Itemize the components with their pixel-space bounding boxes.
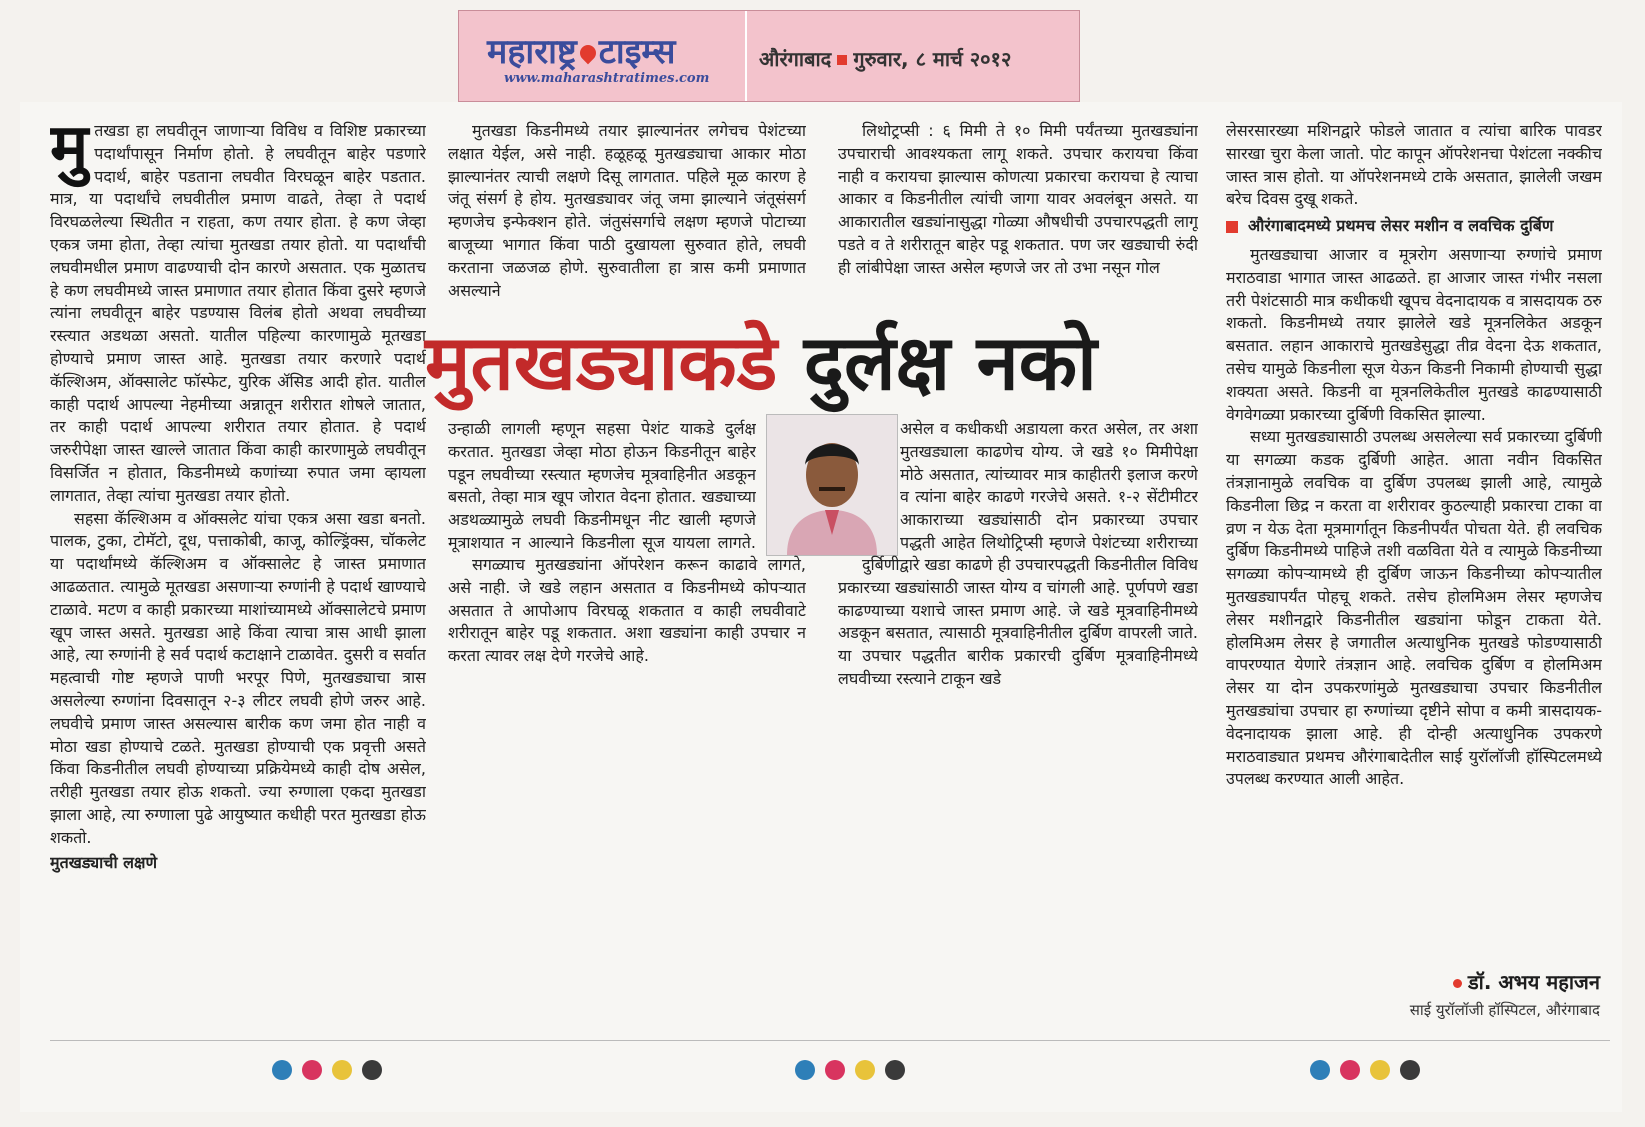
author-name: डॉ. अभय महाजन [1467, 970, 1600, 994]
masthead-logo-block [459, 11, 747, 101]
column-4-paragraph-3: सध्या मुतखड्यासाठी उपलब्ध असलेल्या सर्व प्रकारच्या दुर्बिणी या सगळ्या कडक दुर्बिणी आहेत. आता नवीन विकसित तंत्रज्ञानामुळे लवचिक वा दुर्बिण उपलब्ध झाली आहे, त्यामुळे किडनीला छिद्र न करता वा शरीरावर कुठल्याही प्रकारचा टाका वा व्रण न येऊ देता मूत्रमार्गातून किडनीपर्यंत पोचता येते. ही लवचिक दुर्बिण किडनीमध्ये पाहिजे तशी वळविता येते व त्यामुळे किडनीच्या सगळ्या कोपऱ्यामध्ये ही दुर्बिण जाऊन किडनीच्या कोपऱ्यातील मुतखड्यापर्यंत पोहचू शकते. तसेच होलमिअम लेसर म्हणजेच लेसर मशीनद्वारे किडनीतील खड्यांना फोडून टाकता येते. होलमिअम लेसर हे जगातील अत्याधुनिक मुतखडे फोडण्यासाठी वापरण्यात येणारे तंत्रज्ञान आहे. लवचिक दुर्बिण व होलमिअम लेसर या दोन उपकरणांमुळे मुतखड्याचा उपचार किडनीतील मुतखड्यांचा उपचार हा रुग्णांच्या दृष्टीने सोपा व कमी त्रासदायक- वेदनादायक झाला आहे. ही दोन्ही अत्याधुनिक उपकरणे मराठवाड्यात प्रथमच औरंगाबादेतील साई युरॉलॉजी हॉस्पिटलमध्ये उपलब्ध करण्यात आली आहेत. [1226, 427, 1602, 789]
color-registration-dots-right [1310, 1060, 1430, 1084]
column-3-bottom-upper [900, 418, 1198, 554]
column-3-bottom-paragraph-2: दुर्बिणीद्वारे खडा काढणे ही उपचारपद्धती किडनीतील विविध प्रकारच्या खड्यांसाठी जास्त योग्य व चांगली आहे. पूर्णपणे खडा काढण्याच्या यशाचे जास्त प्रमाण आहे. जे खडे मूत्रवाहिनीमध्ये अडकून बसतात, त्यासाठी मूत्रवाहिनीतील दुर्बिण वापरली जाते. या उपचार पद्धतीत बारीक प्रकारची दुर्बिण मूत्रवाहिनीमध्ये लघवीच्या रस्त्याने टाकून खडे [838, 555, 1198, 688]
column-4-paragraph-1: लेसरसारख्या मशिनद्वारे फोडले जातात व त्यांचा बारिक पावडर सारखा चुरा केला जातो. पोट कापून ऑपरेशनचा पेशंटला नक्कीच जास्त त्रास होतो. या ऑपरेशनमध्ये टाके असतात, झालेली जखम बरेच दिवस दुखू शकते. [1226, 121, 1602, 209]
column-2-bottom-paragraph-2: सगळ्याच मुतखड्यांना ऑपरेशन करून काढावे लागते, असे नाही. जे खडे लहान असतात व किडनीमध्ये कोपऱ्यात असतात ते आपोआप विरघळू शकतात व काही लघवीवाटे शरीरातून बाहेर पडू शकतात. अशा खड्यांना काही उपचार न करता त्यावर लक्ष देणे गरजेचे आहे. [448, 555, 806, 666]
red-square-icon [837, 55, 847, 65]
newspaper-clipping [20, 102, 1622, 1112]
column-3-bottom-intro: असेल व कधीकधी अडायला करत असेल, तर अशा मुतखड्याला काढणेच योग्य. जे खडे १० मिमीपेक्षा मोठे असतात, त्यांच्यावर मात्र काहीतरी इलाज करणे व त्यांना बाहेर काढणे गरजेचे असते. १-२ सेंटीमीटर आकाराच्या खड्यांसाठी दोन प्रकारच्या उपचार पद्धती आहेत लिथोट्रिप्सी म्हणजे पेशंटच्या शरीराच्या [900, 419, 1198, 552]
drop-cap: मु [50, 120, 89, 185]
column-2-top-paragraph: मुतखडा किडनीमध्ये तयार झाल्यानंतर लगेचच पेशंटच्या लक्षात येईल, असे नाही. हळूहळू मुतखड्याचा आकार मोठा झाल्यानंतर त्याची लक्षणे दिसू लागतात. पहिले मूळ कारण हे जंतू संसर्ग हे होय. मुतखड्यावर जंतू जमा झाल्याने जंतूसंसर्ग म्हणजेच इन्फेक्शन होते. जंतुसंसर्गाचे लक्षण म्हणजे पोटाच्या बाजूच्या भागात किंवा पाठी दुखायला सुरुवात होते, लघवी करताना जळजळ होणे. सुरुवातीला हा त्रास कमी प्रमाणात असल्याने [448, 121, 806, 300]
author-byline [1360, 968, 1600, 995]
subheading-symptoms: मुतखड्याची लक्षणे [50, 852, 158, 872]
author-affiliation: साई युरॉलॉजी हॉस्पिटल, औरंगाबाद [1409, 1001, 1600, 1019]
column-2-bottom [448, 554, 806, 984]
column-3-top-paragraph: लिथोट्रप्सी : ६ मिमी ते १० मिमी पर्यंतच्या मुतखड्यांना उपचाराची आवश्यकता लागू शकते. उपचार करायचा किंवा नाही व करायचा झाल्यास कोणत्या प्रकारचा करायचा हे त्याचा आकार व किडनीतील त्यांची जागा यावर अवलंबून असते. या आकारातील खड्यांनासुद्धा गोळ्या औषधीची उपचारपद्धती लागू पडते व ते शरीरातून बाहेर पडू शकतात. पण जर खड्याची रुंदी ही लांबीपेक्षा जास्त असेल म्हणजे जर तो उभा नसून गोल [838, 121, 1198, 277]
dateline-city: औरंगाबाद [759, 47, 832, 71]
dateline [759, 45, 1011, 72]
column-4 [1226, 120, 1602, 956]
column-2-bottom-upper [448, 418, 756, 554]
logo-right-word: टाइम्स [598, 32, 676, 72]
registration-dot-yellow [332, 1060, 352, 1080]
column-1-paragraph-1 [50, 120, 426, 508]
headline-part-2: दुर्लक्ष नको [803, 318, 1097, 407]
registration-dot-black [1400, 1060, 1420, 1080]
registration-dot-magenta [825, 1060, 845, 1080]
column-1 [50, 120, 426, 1040]
website-url: www.maharashtratimes.com [504, 71, 710, 86]
registration-dot-magenta [302, 1060, 322, 1080]
column-1-paragraph-2: सहसा कॅल्शिअम व ऑक्सलेट यांचा एकत्र असा खडा बनतो. पालक, टुका, टोमॅटो, दूध, पत्ताकोबी, काजू, कोल्ड्रिंक्स, चॉकलेट या पदार्थांमध्ये कॅल्शिअम व ऑक्सालेट हे जास्त प्रमाणात आढळतात. त्यामुळे मूतखडा असणाऱ्या रुग्णांनी हे पदार्थ खाण्याचे टाळावे. मटण व काही प्रकारच्या माशांच्यामध्ये ऑक्सालेटचे प्रमाण खूप जास्त असते. मुतखडा आहे किंवा त्याचा त्रास आधी झाला आहे, त्या रुग्णांनी हे सर्व पदार्थ कटाक्षाने टाळावेत. दुसरी व सर्वात महत्वाची गोष्ट म्हणजे पाणी भरपूर पिणे, मुतखड्याचा त्रास असलेल्या रुग्णांना दिवसातून २-३ लीटर लघवी होणे जरुर आहे. लघवीचे प्रमाण जास्त असल्यास बारीक कण जमा होत नाही व मोठा खडा होण्याचे टळते. मुतखडा होण्याची एक प्रवृत्ती असते किंवा किडनीतील लघवी होण्याच्या प्रक्रियेमध्ये काही दोष असेल, तरीही मुतखडा तयार होऊ शकतो. ज्या रुग्णाला एकदा मुतखडा झाला आहे, त्या रुग्णाला पुढे आयुष्यात कधीही परत मुतखडा होऊ शकतो. [50, 508, 426, 847]
headline-part-1: मुतखड्याकडे [425, 318, 778, 407]
registration-dot-yellow [1370, 1060, 1390, 1080]
masthead [458, 10, 1080, 102]
registration-dot-yellow [855, 1060, 875, 1080]
registration-dot-magenta [1340, 1060, 1360, 1080]
author-photo [766, 414, 898, 556]
red-bullet-icon [1453, 979, 1462, 988]
registration-dot-blue [272, 1060, 292, 1080]
subheading-laser-machine: औरंगाबादमध्ये प्रथमच लेसर मशीन व लवचिक दुर्बिण [1226, 215, 1602, 238]
newspaper-logo [487, 27, 675, 73]
dateline-date: गुरुवार, ८ मार्च २०१२ [853, 47, 1012, 71]
registration-dot-black [362, 1060, 382, 1080]
registration-dot-black [885, 1060, 905, 1080]
column-2-top [448, 120, 806, 306]
column-3-top [838, 120, 1198, 306]
author-portrait-image [767, 415, 897, 555]
headline [425, 318, 1225, 408]
registration-dot-blue [1310, 1060, 1330, 1080]
logo-drop-icon [576, 41, 599, 64]
column-3-bottom [838, 554, 1198, 984]
registration-dot-blue [795, 1060, 815, 1080]
column-1-paragraph-1-text: तखडा हा लघवीतून जाणाऱ्या विविध व विशिष्ट प्रकारच्या पदार्थांपासून निर्माण होतो. हे लघवीतून बाहेर पडणारे पदार्थ, बाहेर पडताना लघवीत विरघळून बाहेर पडतात. मात्र, या पदार्थांचे लघवीतील प्रमाण वाढते, तेव्हा ते पदार्थ विरघळलेल्या स्थितीत न राहता, कण तयार होता. हे कण जेव्हा एकत्र जमा होता, तेव्हा त्यांचा मुतखडा तयार होतो. या पदार्थांची लघवीमधील प्रमाण वाढण्याची दोन कारणे असतात. एक मुळातच हे कण लघवीमध्ये जास्त प्रमाणात तयार होतात किंवा दुसरे म्हणजे त्यांना लघवीतून बाहेर पडण्यास विलंब होतो अथवा लघवीच्या रस्त्यात अडथळा असतो. यातील पहिल्या कारणामुळे मूतखडा होण्याचे प्रमाण जास्त आहे. मुतखडा तयार करणारे पदार्थ कॅल्शिअम, ऑक्सालेट फॉस्फेट, युरिक ॲसिड आदी होत. यातील काही पदार्थ आपल्या नेहमीच्या अन्नातून शरीरात शोषले जातात, तर काही पदार्थ आपल्या शरीरात तयार होतात. हे पदार्थ जरुरीपेक्षा जास्त खाल्ले जातात किंवा काही कारणामुळे लघवीतून विसर्जित न होतात, किडनीमध्ये कणांच्या रुपात जमा व्हायला लागतात, तेव्हा त्यांचा मुतखडा तयार होतो. [50, 121, 426, 505]
column-4-paragraph-2: मुतखड्याचा आजार व मूत्ररोग असणाऱ्या रुग्णांचे प्रमाण मराठवाडा भागात जास्त आढळते. हा आजार जास्त गंभीर नसला तरी पेशंटसाठी मात्र कधीकधी खूपच वेदनादायक व त्रासदायक ठरु शकतो. किडनीमध्ये तयार झालेले खडे मूत्रनलिकेत अडकून बसतात. लहान आकाराचे मुतखडेसुद्धा तीव्र वेदना देऊ शकतात, तसेच यामुळे किडनीला सूज येऊन किडनी निकामी होण्याची सुद्धा शक्यता असते. किडनी वा मूत्रनलिकेतील मुतखडे काढण्यासाठी वेगवेगळ्या प्रकारच्या दुर्बिणी विकसित झाल्या. [1226, 244, 1602, 424]
column-2-bottom-intro: उन्हाळी लागली म्हणून सहसा पेशंट याकडे दुर्लक्ष करतात. मुतखडा जेव्हा मोठा होऊन किडनीतून बाहेर पडून लघवीच्या रस्त्यात म्हणजेच मूत्रवाहिनीत अडकून बसतो, तेव्हा मात्र खूप जोरात वेदना होतात. खड्याच्या अडथळ्यामुळे लघवी किडनीमधून नीट खाली म्हणजे मूत्राशयात न आल्याने किडनीला सूज यायला लागते. [448, 419, 756, 552]
bottom-divider [50, 1040, 1610, 1041]
color-registration-dots-left [272, 1060, 392, 1084]
logo-left-word: महाराष्ट्र [487, 32, 577, 72]
color-registration-dots-center [795, 1060, 915, 1084]
